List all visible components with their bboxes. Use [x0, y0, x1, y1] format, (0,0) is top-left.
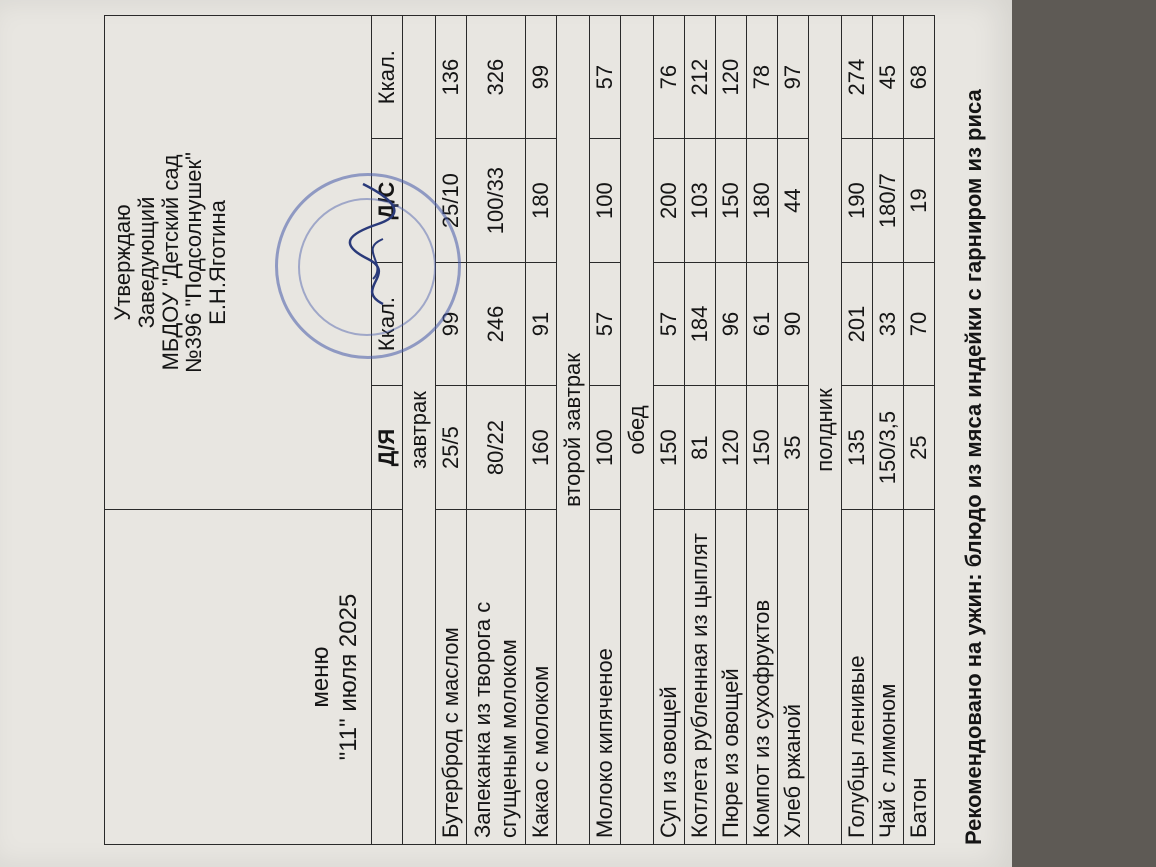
- kcal-ds: 68: [904, 16, 935, 139]
- section-row: [403, 16, 436, 845]
- portion-ds: 200: [654, 139, 685, 263]
- portion-ds: 150: [716, 139, 747, 263]
- section-row: [809, 16, 842, 845]
- portion-dya: 81: [685, 386, 716, 510]
- dish-name: Запеканка из творога с сгущеным молоком: [467, 510, 526, 845]
- menu-item-row: [526, 16, 557, 845]
- menu-item-row: [873, 16, 904, 845]
- section-label: второй завтрак: [557, 16, 590, 845]
- dish-name: Какао с молоком: [526, 510, 557, 845]
- portion-dya: 25: [904, 386, 935, 510]
- kcal-dya: 201: [842, 262, 873, 385]
- header-row: [105, 16, 372, 845]
- portion-dya: 150/3,5: [873, 386, 904, 510]
- kcal-dya: 96: [716, 262, 747, 385]
- approval-cell: [105, 16, 372, 510]
- menu-item-row: [716, 16, 747, 845]
- column-header-dya: Д/Я: [372, 386, 403, 510]
- column-header-dya-kcal: Ккал.: [372, 262, 403, 385]
- portion-dya: 100: [590, 386, 621, 510]
- menu-item-row: [436, 16, 467, 845]
- dish-name: Пюре из овощей: [716, 510, 747, 845]
- kcal-ds: 78: [747, 16, 778, 139]
- portion-ds: 180/7: [873, 139, 904, 263]
- menu-table: [104, 15, 935, 845]
- kcal-dya: 91: [526, 262, 557, 385]
- dish-name: Бутерброд с маслом: [436, 510, 467, 845]
- menu-item-row: [904, 16, 935, 845]
- kcal-ds: 57: [590, 16, 621, 139]
- menu-item-row: [778, 16, 809, 845]
- approve-line-2: Заведующий: [133, 196, 159, 329]
- menu-title-cell: [105, 510, 372, 845]
- section-label: завтрак: [403, 16, 436, 845]
- section-row: [621, 16, 654, 845]
- menu-item-row: [747, 16, 778, 845]
- kcal-ds: 274: [842, 16, 873, 139]
- kcal-ds: 136: [436, 16, 467, 139]
- approve-line-3: МБДОУ "Детский сад: [157, 154, 183, 371]
- kcal-dya: 33: [873, 262, 904, 385]
- signature-icon: [343, 179, 403, 309]
- recommendation-note: Рекомендовано на ужин: блюдо из мяса индейки с гарниром из риса: [961, 89, 986, 845]
- kcal-dya: 61: [747, 262, 778, 385]
- kcal-dya: 246: [467, 262, 526, 385]
- kcal-dya: 184: [685, 262, 716, 385]
- kcal-dya: 90: [778, 262, 809, 385]
- approve-line-5: Е.Н.Яготина: [205, 200, 230, 325]
- portion-ds: 180: [747, 139, 778, 263]
- kcal-dya: 57: [654, 262, 685, 385]
- portion-dya: 35: [778, 386, 809, 510]
- kcal-ds: 45: [873, 16, 904, 139]
- kcal-dya: 57: [590, 262, 621, 385]
- section-row: [557, 16, 590, 845]
- dish-name: Котлета рубленная из цыплят: [685, 510, 716, 845]
- section-label: обед: [621, 16, 654, 845]
- column-header-ds: Д/С: [372, 139, 403, 263]
- dish-name: Молоко кипяченое: [590, 510, 621, 845]
- menu-date: "11" июля 2025: [335, 593, 362, 761]
- menu-item-row: [842, 16, 873, 845]
- column-header-ds-kcal: Ккал.: [372, 16, 403, 139]
- kcal-ds: 76: [654, 16, 685, 139]
- portion-dya: 80/22: [467, 386, 526, 510]
- kcal-ds: 326: [467, 16, 526, 139]
- kcal-ds: 212: [685, 16, 716, 139]
- menu-item-row: [590, 16, 621, 845]
- portion-dya: 135: [842, 386, 873, 510]
- kcal-dya: 99: [436, 262, 467, 385]
- approve-line-1: Утверждаю: [110, 204, 135, 321]
- portion-ds: 103: [685, 139, 716, 263]
- portion-ds: 180: [526, 139, 557, 263]
- portion-dya: 120: [716, 386, 747, 510]
- dish-name: Голубцы ленивые: [842, 510, 873, 845]
- portion-ds: 100/33: [467, 139, 526, 263]
- kcal-ds: 97: [778, 16, 809, 139]
- dish-name: Хлеб ржаной: [778, 510, 809, 845]
- portion-ds: 100: [590, 139, 621, 263]
- kcal-ds: 99: [526, 16, 557, 139]
- section-label: полдник: [809, 16, 842, 845]
- menu-item-row: [467, 16, 526, 845]
- portion-ds: 44: [778, 139, 809, 263]
- menu-page: [0, 7, 1012, 867]
- portion-ds: 190: [842, 139, 873, 263]
- dish-name: Батон: [904, 510, 935, 845]
- dish-name: Чай с лимоном: [873, 510, 904, 845]
- column-header-row: [372, 16, 403, 845]
- portion-dya: 150: [747, 386, 778, 510]
- dish-name: Компот из сухофруктов: [747, 510, 778, 845]
- approve-line-4: №396 "Подсолнушек": [181, 152, 207, 373]
- column-header-name: [372, 510, 403, 845]
- menu-item-row: [685, 16, 716, 845]
- portion-dya: 160: [526, 386, 557, 510]
- menu-title: меню: [307, 646, 334, 708]
- menu-item-row: [654, 16, 685, 845]
- kcal-dya: 70: [904, 262, 935, 385]
- portion-ds: 25/10: [436, 139, 467, 263]
- kcal-ds: 120: [716, 16, 747, 139]
- portion-ds: 19: [904, 139, 935, 263]
- dish-name: Суп из овощей: [654, 510, 685, 845]
- portion-dya: 25/5: [436, 386, 467, 510]
- portion-dya: 150: [654, 386, 685, 510]
